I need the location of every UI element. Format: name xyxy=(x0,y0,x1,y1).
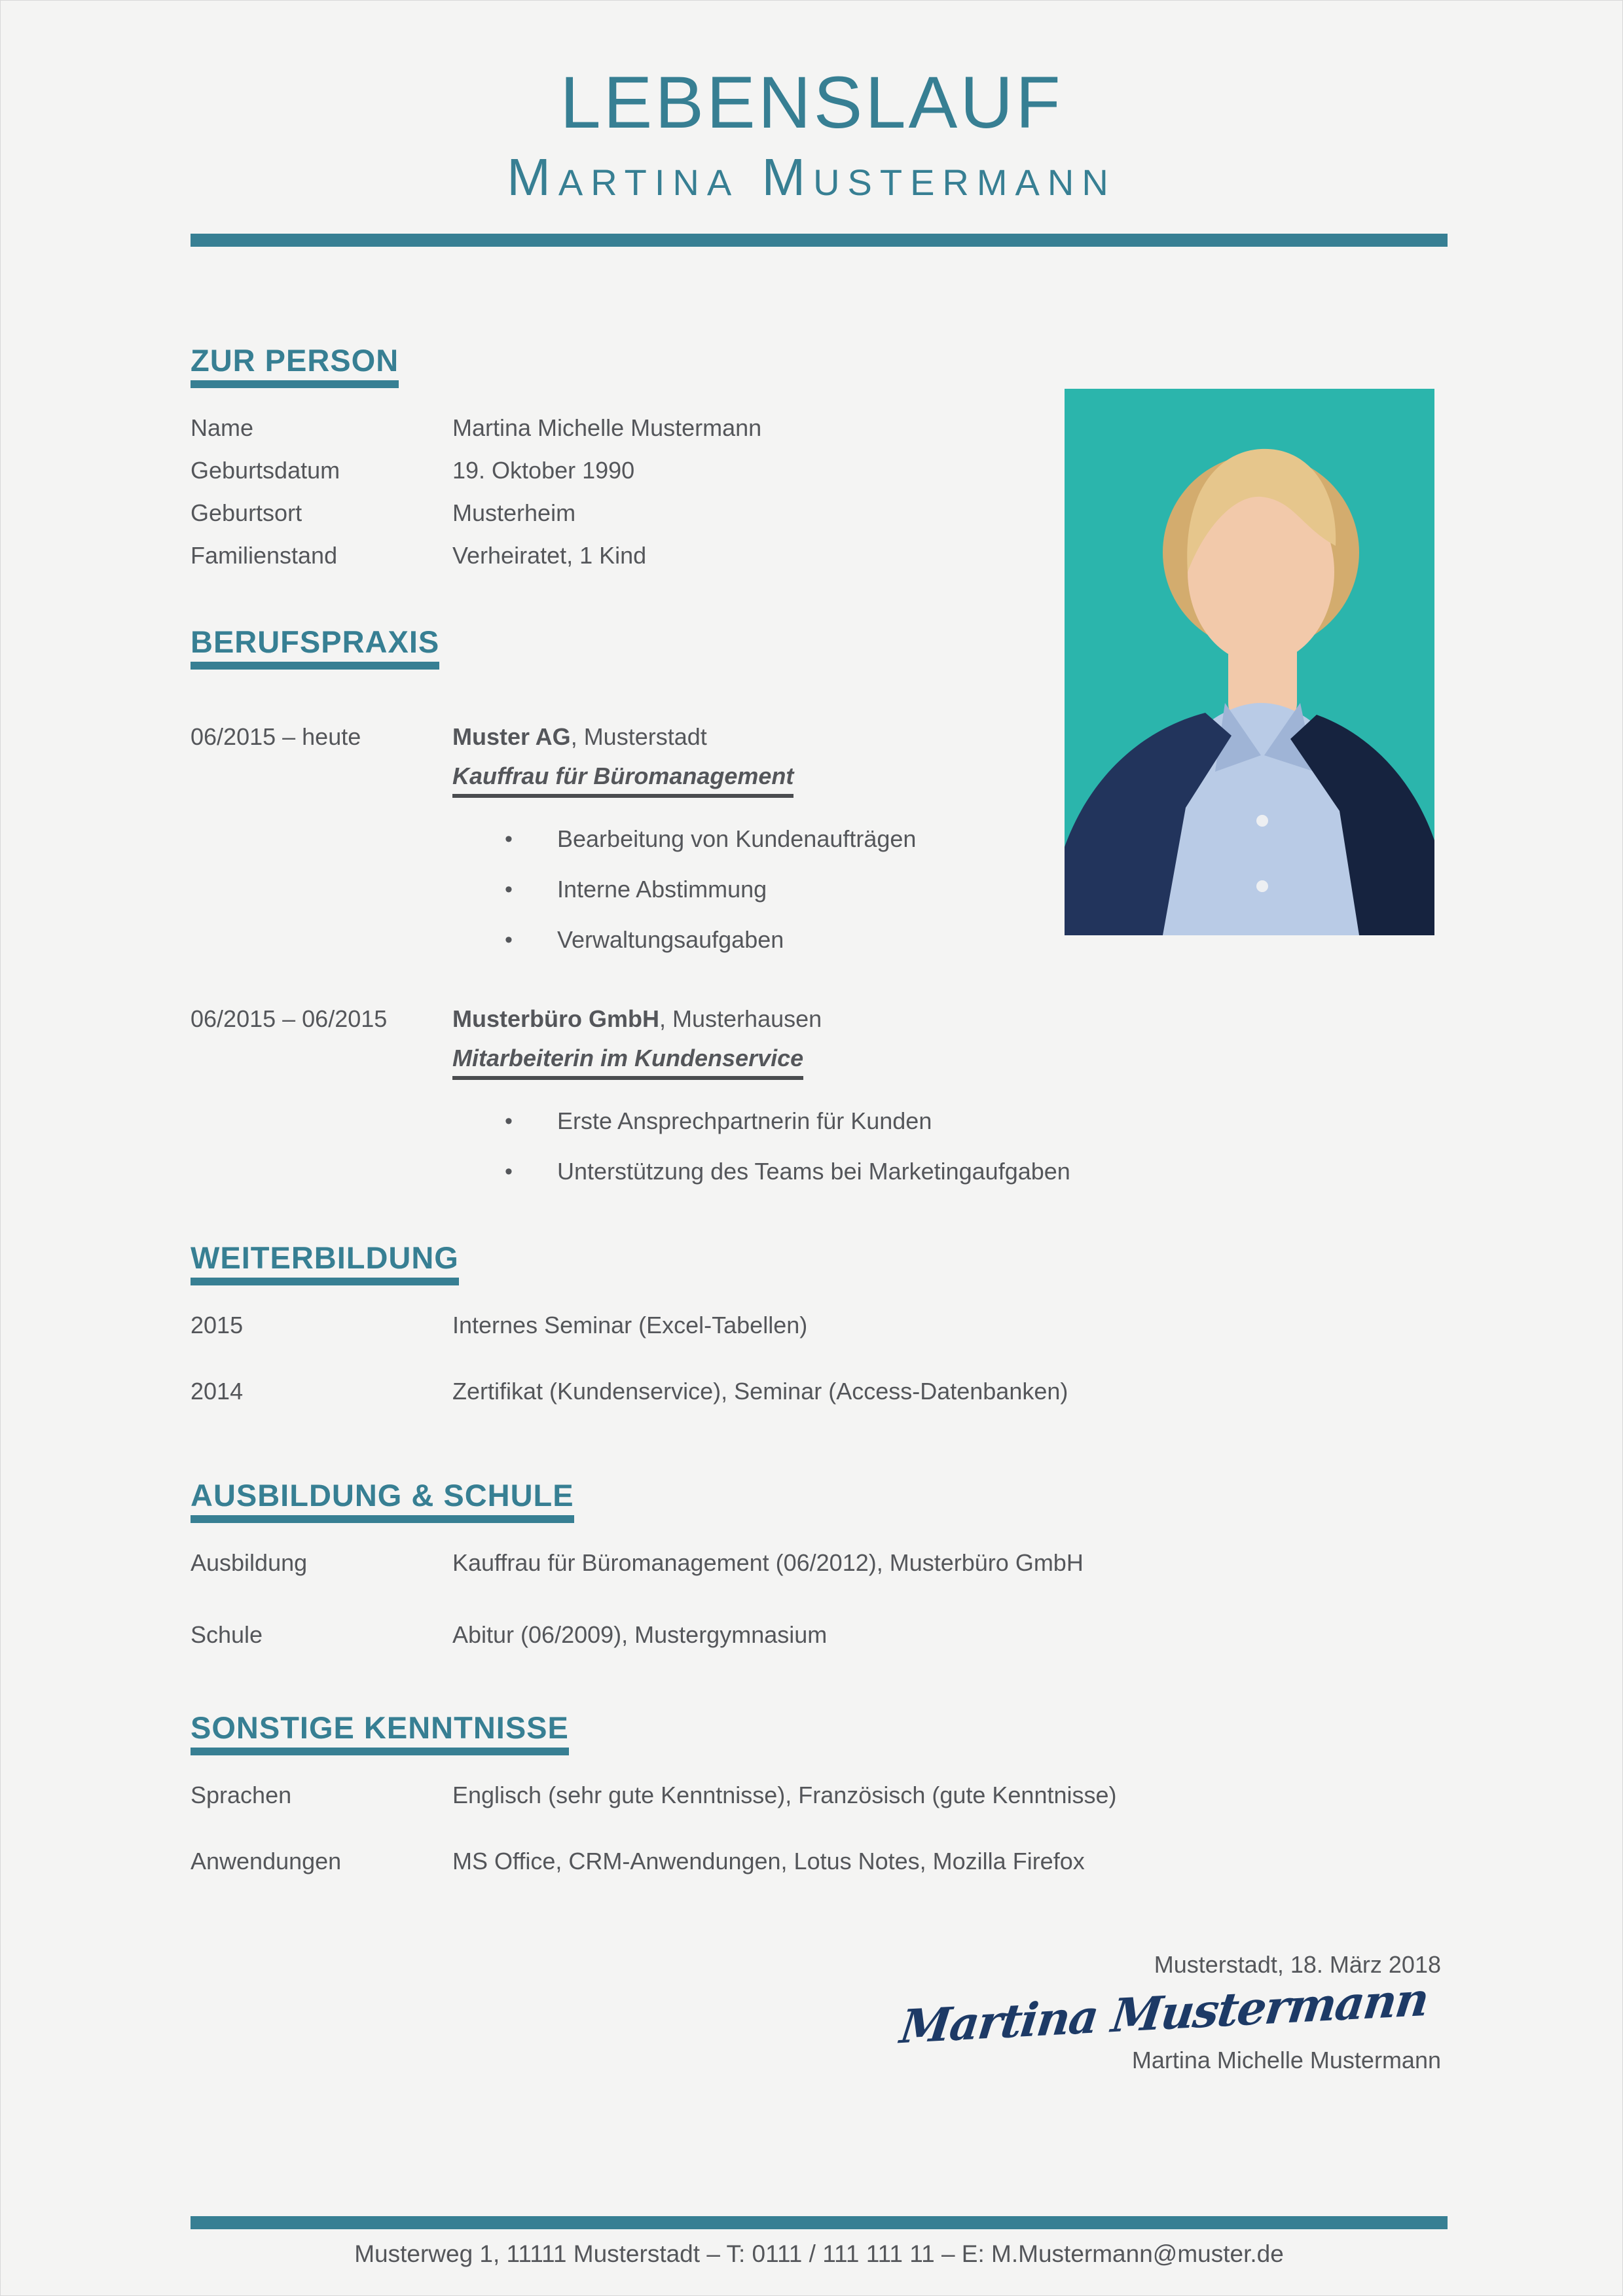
table-row xyxy=(191,1846,1448,1876)
row-value: Internes Seminar (Excel-Tabellen) xyxy=(452,1312,808,1338)
table-row xyxy=(191,1780,1448,1810)
row-value: Musterheim xyxy=(452,499,576,526)
section-heading-education: AUSBILDUNG & SCHULE xyxy=(191,1480,574,1523)
signature-place-date: Musterstadt, 18. März 2018 xyxy=(1154,1951,1441,1978)
section-heading-skills: SONSTIGE KENNTNISSE xyxy=(191,1712,569,1755)
row-value: Englisch (sehr gute Kenntnisse), Französisch (gute Kenntnisse) xyxy=(452,1782,1117,1808)
row-value: 19. Oktober 1990 xyxy=(452,457,635,484)
section-person xyxy=(191,345,1448,388)
document-subtitle-name: Martina Mustermann xyxy=(507,148,1116,206)
signature-printed-name: Martina Michelle Mustermann xyxy=(1131,2047,1441,2073)
section-education xyxy=(191,1480,1448,1523)
row-label: Schule xyxy=(191,1621,263,1648)
entry-role xyxy=(452,1043,1448,1080)
row-value: MS Office, CRM-Anwendungen, Lotus Notes, Mozilla Firefox xyxy=(452,1848,1085,1874)
handwritten-signature: Martina Mustermann xyxy=(897,1971,1431,2054)
entry-company-location: , Musterhausen xyxy=(659,1005,822,1032)
bullet-icon: • xyxy=(505,827,513,852)
row-label: Familienstand xyxy=(191,542,338,569)
row-label: Sprachen xyxy=(191,1782,292,1808)
bullet-text: Unterstützung des Teams bei Marketingaufgaben xyxy=(557,1158,1070,1185)
entry-body xyxy=(452,1004,1448,1187)
bullet-icon: • xyxy=(505,1109,513,1134)
list-item xyxy=(452,1106,1448,1136)
bullet-text: Erste Ansprechpartnerin für Kunden xyxy=(557,1107,932,1134)
section-heading-training: WEITERBILDUNG xyxy=(191,1242,459,1285)
row-value: Zertifikat (Kundenservice), Seminar (Access-Datenbanken) xyxy=(452,1378,1068,1405)
skills-table xyxy=(191,1780,1448,1876)
list-item xyxy=(452,1157,1448,1187)
row-label: 2014 xyxy=(191,1378,244,1405)
footer-divider xyxy=(191,2216,1448,2229)
row-label: Geburtsdatum xyxy=(191,457,340,484)
section-training xyxy=(191,1242,1448,1285)
bullet-text: Bearbeitung von Kundenaufträgen xyxy=(557,825,917,852)
row-label: Ausbildung xyxy=(191,1549,308,1576)
entry-company-line xyxy=(452,1004,1448,1034)
row-label: 2015 xyxy=(191,1312,244,1338)
photo-shirt-button xyxy=(1256,880,1268,892)
row-label: Name xyxy=(191,414,254,441)
bullet-icon: • xyxy=(505,927,513,952)
entry-period: 06/2015 – heute xyxy=(191,723,361,750)
table-row xyxy=(191,1548,1448,1578)
row-value: Verheiratet, 1 Kind xyxy=(452,542,647,569)
section-heading-experience: BERUFSPRAXIS xyxy=(191,626,439,670)
entry-company-location: , Musterstadt xyxy=(570,723,707,750)
row-label: Anwendungen xyxy=(191,1848,342,1874)
portrait-photo xyxy=(1065,389,1434,935)
bullet-text: Verwaltungsaufgaben xyxy=(557,926,784,953)
document-title: LEBENSLAUF xyxy=(560,62,1063,143)
bullet-icon: • xyxy=(505,877,513,902)
entry-company: Musterbüro GmbH xyxy=(452,1005,660,1032)
table-row xyxy=(191,1310,1448,1340)
header xyxy=(1,1,1622,204)
entry-role-title: Kauffrau für Büromanagement xyxy=(452,761,793,798)
education-table xyxy=(191,1548,1448,1650)
bullet-text: Interne Abstimmung xyxy=(557,876,767,903)
row-value: Martina Michelle Mustermann xyxy=(452,414,762,441)
bullet-icon: • xyxy=(505,1159,513,1184)
row-value: Abitur (06/2009), Mustergymnasium xyxy=(452,1621,828,1648)
section-skills xyxy=(191,1712,1448,1755)
entry-role-title: Mitarbeiterin im Kundenservice xyxy=(452,1043,803,1080)
section-heading-person: ZUR PERSON xyxy=(191,345,399,388)
row-value: Kauffrau für Büromanagement (06/2012), Musterbüro GmbH xyxy=(452,1549,1084,1576)
footer-contact-line: Musterweg 1, 11111 Musterstadt – T: 0111 / 111 111 11 – E: M.Mustermann@muster.de xyxy=(354,2240,1284,2267)
experience-entry xyxy=(191,1004,1448,1187)
entry-company: Muster AG xyxy=(452,723,571,750)
row-label: Geburtsort xyxy=(191,499,302,526)
photo-shirt-button xyxy=(1256,815,1268,827)
bullet-list xyxy=(452,1106,1448,1187)
header-divider xyxy=(191,234,1448,247)
training-table xyxy=(191,1310,1448,1407)
table-row xyxy=(191,1376,1448,1407)
table-row xyxy=(191,1620,1448,1650)
entry-period: 06/2015 – 06/2015 xyxy=(191,1005,388,1032)
signature-block xyxy=(191,1950,1448,2075)
